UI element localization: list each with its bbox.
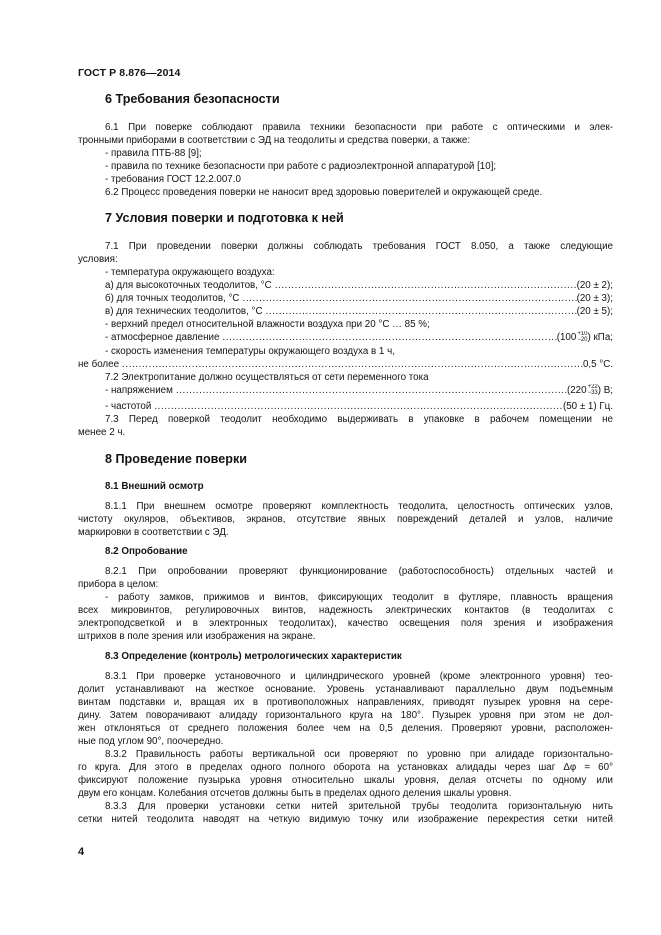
atmospheric-pressure-label: - атмосферное давление — [105, 332, 220, 343]
subsection-8-3-title: 8.3 Определение (контроль) метрологических характеристик — [105, 651, 402, 662]
para-8-2-1-line-4: всех микровинтов, регулировочных винтов, надежность электрических контактов (в теодолитах с — [78, 605, 613, 616]
temp-technical — [105, 305, 613, 318]
temp-high-precision — [105, 279, 613, 292]
supply-voltage-label: - напряжением — [105, 385, 173, 396]
para-8-1-1-line-2: чистоту окуляров, объективов, экранов, отсутствие явных повреждений деталей и узлов, наличие — [78, 514, 613, 525]
para-8-2-1-line-1: 8.2.1 При опробовании проверяют функционирование (работоспособность) отдельных частей и — [105, 566, 613, 577]
page-number: 4 — [78, 846, 85, 858]
temp-technical-value: (20 ± 5); — [576, 306, 613, 317]
pressure-unit: ) кПа; — [587, 332, 613, 343]
pressure-nominal: (100 — [556, 332, 577, 343]
para-8-3-1-line-6: ные под углом 90°, поочередно. — [78, 736, 224, 747]
para-6-2: 6.2 Процесс проведения поверки не наносит вред здоровью поверителей и окружающей среде. — [105, 187, 543, 198]
leader-dots — [151, 400, 563, 413]
para-8-2-1-line-3: - работу замков, прижимов и винтов, фиксирующих теодолит в футляре, плавность вращения — [105, 592, 613, 603]
supply-voltage — [105, 384, 613, 397]
section-6-title: 6 Требования безопасности — [105, 92, 280, 106]
temp-technical-label: в) для технических теодолитов, °С — [105, 306, 263, 317]
para-8-2-1-line-5: электроподсветкой и в электронных теодолитах), качество освещения поля зрения и изображения — [78, 618, 613, 629]
supply-frequency-value: (50 ± 1) Гц. — [562, 401, 613, 412]
para-8-2-1-line-6: штрихов в поле зрения или изображения на экране. — [78, 631, 316, 642]
humidity-limit: - верхний предел относительной влажности воздуха при 20 °С … 85 %; — [105, 319, 430, 330]
pressure-tol-lower: −20 — [577, 337, 588, 344]
voltage-tol-upper: +22 — [587, 384, 598, 391]
supply-voltage-value — [567, 384, 613, 397]
temp-change-rate: - скорость изменения температуры окружающего воздуха в 1 ч, — [105, 346, 395, 357]
running-header: ГОСТ Р 8.876—2014 — [78, 67, 181, 79]
para-8-3-2-line-2: го круга. Для этого в пределах одного полного оборота на установках алидады через шаг Δφ = 60° — [78, 762, 613, 773]
list-item-gost: - требования ГОСТ 12.2.007.0 — [105, 174, 241, 185]
temp-change-limit-label: не более — [78, 359, 120, 370]
list-item-radio-safety: - правила по технике безопасности при работе с радиоэлектронной аппаратурой [10]; — [105, 161, 497, 172]
temp-change-limit — [78, 358, 613, 371]
supply-frequency-label: - частотой — [105, 401, 152, 412]
para-7-1-line-2: условия: — [78, 254, 118, 265]
para-8-3-2-line-4: двум его концам. Колебания отсчетов должны быть в пределах одного деления шкалы уровня. — [78, 788, 512, 799]
para-7-3-line-2: менее 2 ч. — [78, 427, 126, 438]
para-8-3-1-line-5: жен отклоняться от среднего положения более чем на 0,5 деления. Проверяют уровни, расположен- — [78, 723, 613, 734]
temp-change-limit-value: 0,5 °С. — [582, 359, 613, 370]
temp-precise — [105, 292, 613, 305]
para-8-3-1-line-2: долит устанавливают на жесткое основание. Уровень устанавливают параллельно двум подъемным — [78, 684, 613, 695]
para-8-3-2-line-3: фиксируют положение пузырька уровня относительно шкалы уровня, делая отсчеты по одному или — [78, 775, 613, 786]
atmospheric-pressure — [105, 331, 613, 344]
para-8-3-1-line-1: 8.3.1 При проверке установочного и цилиндрического уровней (кроме электронного уровня) тео- — [105, 671, 613, 682]
voltage-unit: ) В; — [597, 385, 613, 396]
leader-dots — [219, 331, 556, 344]
voltage-tolerance — [588, 384, 598, 396]
leader-dots — [173, 384, 567, 397]
leader-dots — [272, 279, 577, 292]
para-7-2: 7.2 Электропитание должно осуществляться от сети переменного тока — [105, 372, 429, 383]
para-8-3-3-line-1: 8.3.3 Для проверки установки сетки нитей зрительной трубы теодолита горизонтальную нить — [105, 801, 613, 812]
temp-precise-value: (20 ± 3); — [576, 293, 613, 304]
para-8-1-1-line-1: 8.1.1 При внешнем осмотре проверяют комплектность теодолита, целостность оптических узлов, — [105, 501, 613, 512]
section-8-title: 8 Проведение поверки — [105, 452, 247, 466]
para-6-1-line-2: тронными приборами в соответствии с ЭД на теодолиты и средства поверки, а также: — [78, 135, 471, 146]
para-8-3-1-line-4: дину. Затем поворачивают алидаду горизонтального круга на 180°. Пузырек уровня при этом не дол- — [78, 710, 613, 721]
subsection-8-1-title: 8.1 Внешний осмотр — [105, 481, 204, 492]
leader-dots — [263, 305, 577, 318]
temp-precise-label: б) для точных теодолитов, °С — [105, 293, 240, 304]
para-8-3-3-line-2: сетки нитей теодолита наводят на четкую видимую точку или изображение перекрестия сетки нитей — [78, 814, 613, 825]
list-item-ptb: - правила ПТБ-88 [9]; — [105, 148, 202, 159]
voltage-nominal: (220 — [566, 385, 587, 396]
temp-high-precision-label: а) для высокоточных теодолитов, °С — [105, 280, 272, 291]
pressure-tol-upper: +10 — [577, 331, 588, 338]
atmospheric-pressure-value — [557, 331, 613, 344]
supply-frequency — [105, 400, 613, 413]
para-7-3-line-1: 7.3 Перед поверкой теодолит необходимо выдерживать в упаковке в рабочем помещении не — [105, 414, 613, 425]
section-7-title: 7 Условия поверки и подготовка к ней — [105, 211, 344, 225]
voltage-tol-lower: −33 — [587, 390, 598, 397]
para-7-1-line-1: 7.1 При проведении поверки должны соблюдать требования ГОСТ 8.050, а также следующие — [105, 241, 613, 252]
para-8-1-1-line-3: маркировки в соответствии с ЭД. — [78, 527, 229, 538]
para-8-2-1-line-2: прибора в целом: — [78, 579, 159, 590]
para-6-1-line-1: 6.1 При поверке соблюдают правила техники безопасности при работе с оптическими и элек- — [105, 122, 613, 133]
pressure-tolerance — [577, 331, 587, 343]
para-8-3-2-line-1: 8.3.2 Правильность работы вертикальной оси проверяют по уровню при алидаде горизонтально- — [105, 749, 613, 760]
leader-dots — [119, 358, 583, 371]
leader-dots — [240, 292, 577, 305]
para-8-3-1-line-3: винтам подставки и, вращая их в противоположных направлениях, приводят пузырек уровня на сере- — [78, 697, 613, 708]
subsection-8-2-title: 8.2 Опробование — [105, 546, 188, 557]
temp-high-precision-value: (20 ± 2); — [576, 280, 613, 291]
temp-heading: - температура окружающего воздуха: — [105, 267, 275, 278]
